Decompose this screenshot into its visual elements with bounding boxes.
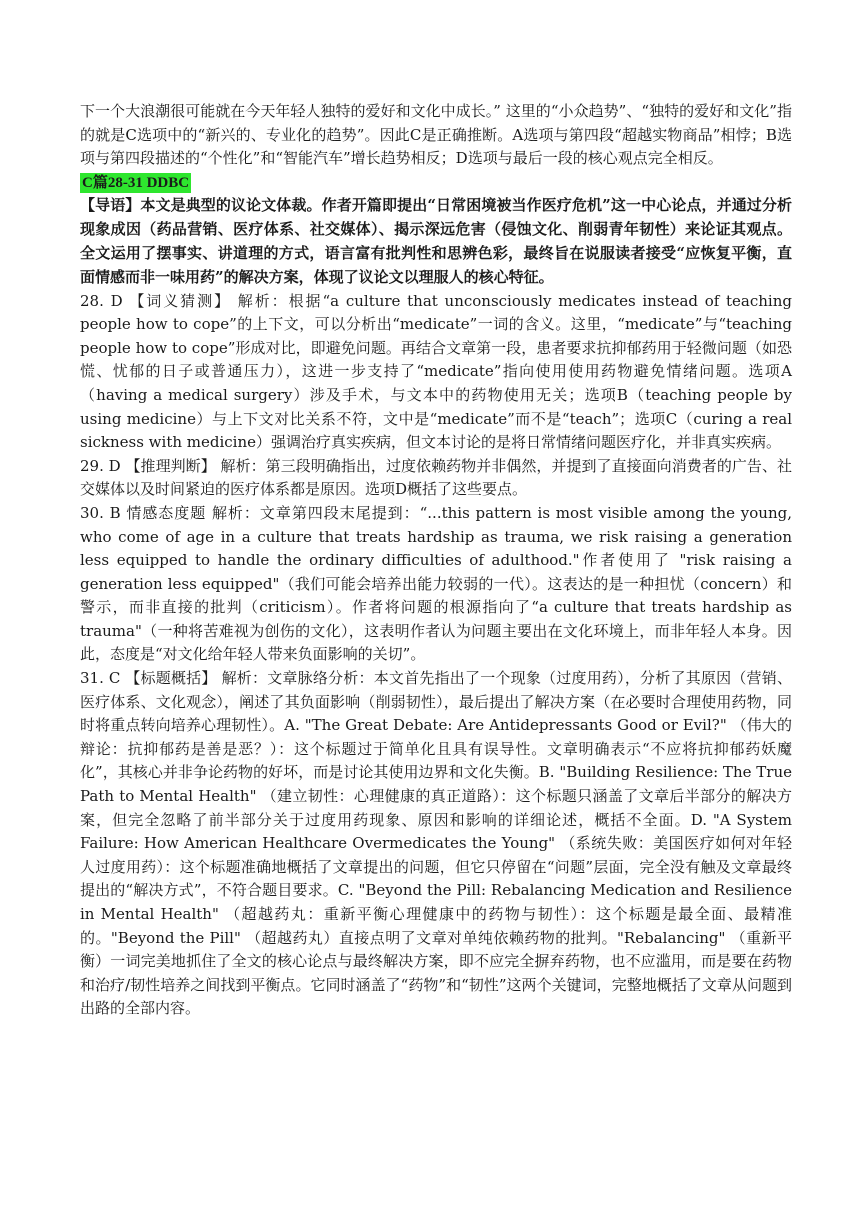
answer-q28: 28. D 【词义猜测】 解析：根据“a culture that unconsciously medicates instead of teaching people how to cope”的上下文，可以分析出“medicate”一词的含义。这里，“medicate”与“teaching people how to cope”形成对比，即避免问题。再结合文章第一段，患者要求抗抑郁药用于轻微问题（如恐慌、忧郁的日子或普通压力），这进一步支持了“medicate”指向使用使用药物避免情绪问题。选项A（having a medical surgery）涉及手术，与文本中的药物使用无关；选项B（teaching people by using medicine）与上下文对比关系不符，文中是“medicate”而不是“teach”；选项C（curing a real sickness with medicine）强调治疗真实疾病，但文本讨论的是将日常情绪问题医疗化，并非真实疾病。	[80, 291, 792, 452]
answer-q30: 30. B 情感态度题 解析：文章第四段末尾提到：“...this pattern is most visible among the young, who come of age in a culture that treats hardship as trauma, we risk raising a generation less equipped to handle the ordinary difficulties of adulthood."作者使用了 "risk raising a generation less equipped"（我们可能会培养出能力较弱的一代）。这表达的是一种担忧（concern）和警示，而非直接的批判（criticism）。作者将问题的根源指向了“a culture that treats hardship as trauma"（一种将苦难视为创伤的文化），这表明作者认为问题主要出在文化环境上，而非年轻人本身。因此，态度是“对文化给年轻人带来负面影响的关切”。	[80, 503, 792, 664]
document-page	[80, 100, 792, 1021]
section-label-c: C篇28-31 DDBC	[82, 174, 190, 191]
explanation-paragraph-q27: 下一个大浪潮很可能就在今天年轻人独特的爱好和文化中成长。” 这里的“小众趋势”、“独特的爱好和文化”指的就是C选项中的“新兴的、专业化的趋势”。因此C是正确推断。A选项与第四段“超越实物商品”相悖；B选项与第四段描述的“个性化”和“智能汽车”增长趋势相反；D选项与最后一段的核心观点完全相反。	[80, 102, 792, 168]
section-header-wrap	[80, 171, 792, 195]
guide-intro: 【导语】本文是典型的议论文体裁。作者开篇即提出“日常困境被当作医疗危机”这一中心论点，并通过分析现象成因（药品营销、医疗体系、社交媒体）、揭示深远危害（侵蚀文化、削弱青年韧性）来论证其观点。全文运用了摆事实、讲道理的方式，语言富有批判性和思辨色彩，最终旨在说服读者接受“应恢复平衡，直面情感而非一味用药”的解决方案，体现了议论文以理服人的核心特征。	[80, 196, 792, 286]
answer-q31: 31. C 【标题概括】 解析：文章脉络分析：本文首先指出了一个现象（过度用药），分析了其原因（营销、医疗体系、文化观念），阐述了其负面影响（削弱韧性），最后提出了解决方案（在必要时合理使用药物，同时将重点转向培养心理韧性）。A. "The Great Debate: Are Antidepressants Good or Evil?" （伟大的辩论：抗抑郁药是善是恶？）：这个标题过于简单化且具有误导性。文章明确表示“不应将抗抑郁药妖魔化”，其核心并非争论药物的好坏，而是讨论其使用边界和文化失衡。B. "Building Resilience: The True Path to Mental Health" （建立韧性：心理健康的真正道路）：这个标题只涵盖了文章后半部分的解决方案，但完全忽略了前半部分关于过度用药现象、原因和影响的详细论述，概括不全面。D. "A System Failure: How American Healthcare Overmedicates the Young" （系统失败：美国医疗如何对年轻人过度用药）：这个标题准确地概括了文章提出的问题，但它只停留在“问题”层面，完全没有触及文章最终提出的“解决方式”，不符合题目要求。C. "Beyond the Pill: Rebalancing Medication and Resilience in Mental Health" （超越药丸：重新平衡心理健康中的药物与韧性）：这个标题是最全面、最精准的。"Beyond the Pill" （超越药丸）直接点明了文章对单纯依赖药物的批判。"Rebalancing" （重新平衡）一词完美地抓住了全文的核心论点与最终解决方案，即不应完全摒弃药物，也不应滥用，而是要在药物和治疗/韧性培养之间找到平衡点。它同时涵盖了“药物”和“韧性”这两个关键词，完整地概括了文章从问题到出路的全部内容。	[80, 669, 792, 1018]
answer-q29: 29. D 【推理判断】 解析：第三段明确指出，过度依赖药物并非偶然，并提到了直接面向消费者的广告、社交媒体以及时间紧迫的医疗体系都是原因。选项D概括了这些要点。	[80, 456, 792, 499]
